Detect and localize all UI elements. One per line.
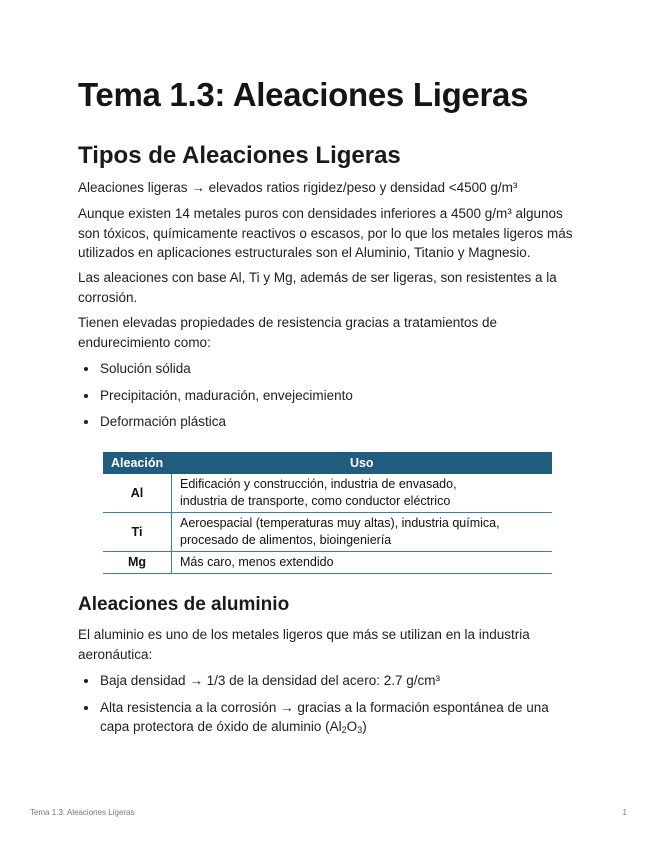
treatments-list — [78, 359, 578, 439]
column-header-uso: Uso — [172, 452, 553, 474]
list-item — [78, 698, 578, 741]
use-line: industria de transporte, como conductor eléctrico — [180, 494, 451, 508]
paragraph-tratamientos: Tienen elevadas propiedades de resistencia gracias a tratamientos de endurecimiento como: — [78, 315, 498, 350]
list-item-text: ) — [362, 719, 367, 734]
list-item-text: Alta resistencia a la corrosión → gracias a la formación espontánea de una capa protectora de óxido de aluminio (Al — [100, 699, 549, 734]
use-line: Aeroespacial (temperaturas muy altas), industria química, — [180, 516, 500, 530]
footer-title: Tema 1.3: Aleaciones Ligeras — [30, 808, 135, 817]
use-cell — [172, 513, 553, 552]
use-cell — [172, 474, 553, 513]
aluminio-properties-list — [78, 671, 578, 748]
paragraph-aluminio: El aluminio es uno de los metales ligeros que más se utilizan en la industria aeronáutica: — [78, 627, 530, 662]
column-header-aleacion: Aleación — [103, 452, 172, 474]
list-item: Solución sólida — [78, 359, 578, 379]
list-item: Deformación plástica — [78, 412, 578, 432]
alloy-cell: Mg — [103, 552, 172, 574]
use-line: Más caro, menos extendido — [180, 555, 334, 569]
page-number: 1 — [622, 808, 627, 817]
table-row — [103, 513, 552, 552]
alloy-cell: Al — [103, 474, 172, 513]
list-item-text: O — [346, 719, 358, 734]
paragraph-corrosion: Las aleaciones con base Al, Ti y Mg, además de ser ligeras, son resistentes a la corrosión. — [78, 270, 557, 305]
subscript: 2 — [341, 725, 347, 735]
section-heading-aluminio: Aleaciones de aluminio — [78, 594, 290, 615]
subscript: 3 — [357, 725, 363, 735]
alloy-use-table — [103, 452, 552, 574]
use-line: procesado de alimentos, bioingeniería — [180, 533, 392, 547]
alloy-cell: Ti — [103, 513, 172, 552]
table-header-row — [103, 452, 552, 474]
use-line: Edificación y construcción, industria de envasado, — [180, 477, 457, 491]
paragraph-intro: Aleaciones ligeras → elevados ratios rigidez/peso y densidad <4500 g/m³ — [78, 180, 518, 195]
page-title: Tema 1.3: Aleaciones Ligeras — [78, 76, 529, 113]
paragraph-metales: Aunque existen 14 metales puros con densidades inferiores a 4500 g/m³ algunos son tóxicos, químicamente reactivos o escasos, por lo que los metales ligeros más utilizados en aplicaciones estructurales son el Aluminio, Titanio y Magnesio. — [78, 206, 573, 260]
table-row — [103, 552, 552, 574]
list-item: Precipitación, maduración, envejecimiento — [78, 386, 578, 406]
list-item: Baja densidad → 1/3 de la densidad del acero: 2.7 g/cm³ — [78, 671, 578, 691]
use-cell — [172, 552, 553, 574]
table-row — [103, 474, 552, 513]
section-heading-tipos: Tipos de Aleaciones Ligeras — [78, 142, 401, 169]
